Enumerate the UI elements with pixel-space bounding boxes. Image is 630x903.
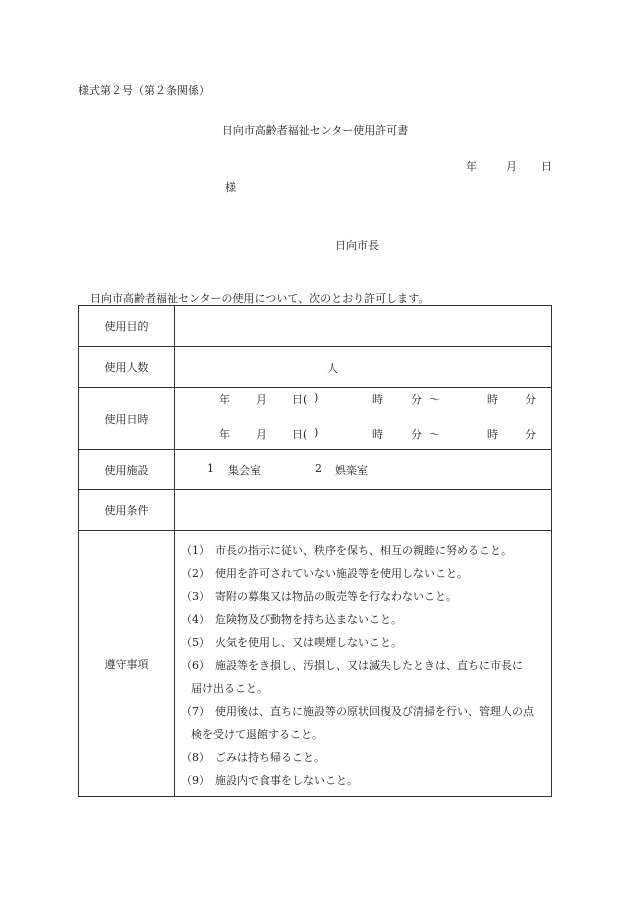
date-day-label: 日	[541, 160, 552, 173]
facility-option-recreation-room[interactable]: 娯楽室	[335, 464, 368, 477]
dt-hour: 時	[372, 428, 383, 441]
dt-paren: )	[314, 391, 319, 404]
rule-text-line: 使用後は、直ちに施設等の原状回復及び清掃を行い、管理人の点	[215, 705, 534, 718]
list-item	[181, 562, 545, 585]
addressee-honorific: 様	[225, 181, 236, 194]
list-item	[181, 608, 545, 631]
facility-label: 使用施設	[79, 450, 175, 490]
list-item	[181, 700, 545, 723]
datetime-line-start	[175, 391, 554, 405]
rules-list	[175, 531, 551, 796]
list-item	[181, 769, 545, 792]
list-item-continuation	[181, 723, 545, 746]
rule-number: （1）	[181, 544, 210, 557]
intro-text: 日向市高齢者福祉センターの使用について、次のとおり許可します。	[90, 292, 430, 305]
form-number-label: 様式第２号（第２条関係）	[78, 84, 210, 97]
rules-value	[175, 531, 552, 797]
rule-number: （5）	[181, 636, 210, 649]
rule-text-continuation: 届け出ること。	[191, 682, 268, 695]
rule-number: （8）	[181, 751, 210, 764]
permit-table	[78, 305, 552, 797]
date-month-label: 月	[506, 160, 517, 173]
rule-number: （3）	[181, 590, 210, 603]
datetime-line-end	[175, 426, 554, 440]
dt-year: 年	[219, 428, 230, 441]
facility-option-1-number: 1	[207, 462, 214, 475]
conditions-value[interactable]	[175, 490, 552, 531]
purpose-value[interactable]	[175, 306, 552, 347]
rule-text: 危険物及び動物を持ち込まないこと。	[215, 613, 402, 626]
dt-hour-end: 時	[487, 428, 498, 441]
dt-tilde: ～	[429, 428, 440, 441]
table-row	[79, 347, 552, 388]
rule-text-continuation: 検を受けて退館すること。	[191, 728, 323, 741]
dt-tilde: ～	[429, 393, 440, 406]
table-row	[79, 450, 552, 490]
dt-minute-end: 分	[525, 393, 536, 406]
rule-text-line: 施設等をき損し、汚損し、又は滅失したときは、直ちに市長に	[215, 659, 523, 672]
dt-minute-end: 分	[525, 428, 536, 441]
conditions-label: 使用条件	[79, 490, 175, 531]
list-item-continuation	[181, 677, 545, 700]
rule-number: （6）	[181, 659, 210, 672]
table-row	[79, 388, 552, 450]
datetime-value[interactable]	[175, 388, 552, 450]
people-unit: 人	[327, 362, 338, 375]
rule-number: （9）	[181, 774, 210, 787]
facility-option-2-number: 2	[315, 462, 322, 475]
dt-year: 年	[219, 393, 230, 406]
list-item	[181, 746, 545, 769]
rules-label: 遵守事項	[79, 531, 175, 797]
date-year-label: 年	[466, 160, 477, 173]
dt-minute: 分	[411, 393, 422, 406]
rule-text: 施設内で食事をしないこと。	[215, 774, 358, 787]
dt-hour-end: 時	[487, 393, 498, 406]
purpose-label: 使用目的	[79, 306, 175, 347]
list-item	[181, 631, 545, 654]
people-label: 使用人数	[79, 347, 175, 388]
rule-text: 市長の指示に従い、秩序を保ち、相互の親睦に努めること。	[215, 544, 512, 557]
rule-text: 寄附の募集又は物品の販売等を行なわないこと。	[215, 590, 457, 603]
dt-day: 日(	[292, 393, 308, 406]
rule-number: （4）	[181, 613, 210, 626]
list-item	[181, 539, 545, 562]
dt-paren: )	[314, 426, 319, 439]
facility-value[interactable]	[175, 450, 552, 490]
facility-option-meeting-room[interactable]: 集会室	[228, 464, 261, 477]
rule-text: ごみは持ち帰ること。	[215, 751, 325, 764]
rule-number: （2）	[181, 567, 210, 580]
table-row	[79, 531, 552, 797]
issuer-name: 日向市長	[335, 239, 379, 252]
list-item	[181, 585, 545, 608]
people-value[interactable]	[175, 347, 552, 388]
rule-number: （7）	[181, 705, 210, 718]
dt-month: 月	[256, 393, 267, 406]
document-title: 日向市高齢者福祉センター使用許可書	[221, 124, 409, 137]
dt-minute: 分	[411, 428, 422, 441]
rule-text	[215, 654, 545, 677]
rule-text: 使用を許可されていない施設等を使用しないこと。	[215, 567, 468, 580]
table-row	[79, 306, 552, 347]
datetime-label: 使用日時	[79, 388, 175, 450]
list-item	[181, 654, 545, 677]
dt-hour: 時	[372, 393, 383, 406]
dt-day: 日(	[292, 428, 308, 441]
table-row	[79, 490, 552, 531]
rule-text: 火気を使用し、又は喫煙しないこと。	[215, 636, 402, 649]
rule-text	[215, 700, 545, 723]
dt-month: 月	[256, 428, 267, 441]
